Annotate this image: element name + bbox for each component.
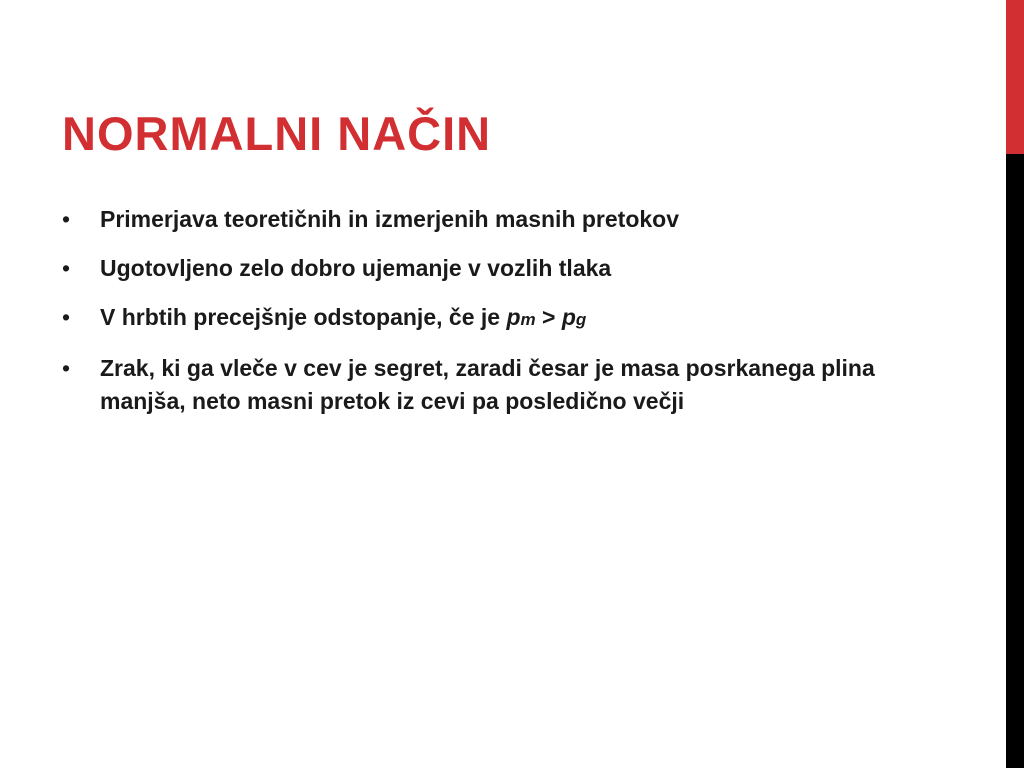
bullet-item [62,352,882,418]
math-operator: > [535,304,562,330]
bullet-text: Zrak, ki ga vleče v cev je segret, zaradi česar je masa posrkanega plina manjša, neto masni pretok iz cevi pa posledično večji [100,355,875,414]
bullet-item [62,301,882,336]
bullet-dot-icon: • [62,255,71,281]
slide-title: NORMALNI NAČIN [62,107,492,160]
math-variable-p: p [506,304,521,330]
bullet-dot-icon: • [62,304,71,330]
bullet-item [62,203,882,236]
side-bar-accent [1006,0,1024,154]
bullet-list [62,203,882,434]
side-bar-dark [1006,154,1024,768]
bullet-text: Primerjava teoretičnih in izmerjenih masnih pretokov [100,206,680,232]
math-variable-p: p [561,304,576,330]
bullet-item [62,252,882,285]
bullet-text: V hrbtih precejšnje odstopanje, če je [100,304,507,330]
math-subscript-g: g [575,310,587,329]
math-subscript-m: m [520,310,536,329]
bullet-dot-icon: • [62,206,71,232]
bullet-text: Ugotovljeno zelo dobro ujemanje v vozlih tlaka [100,255,612,281]
bullet-dot-icon: • [62,355,71,381]
